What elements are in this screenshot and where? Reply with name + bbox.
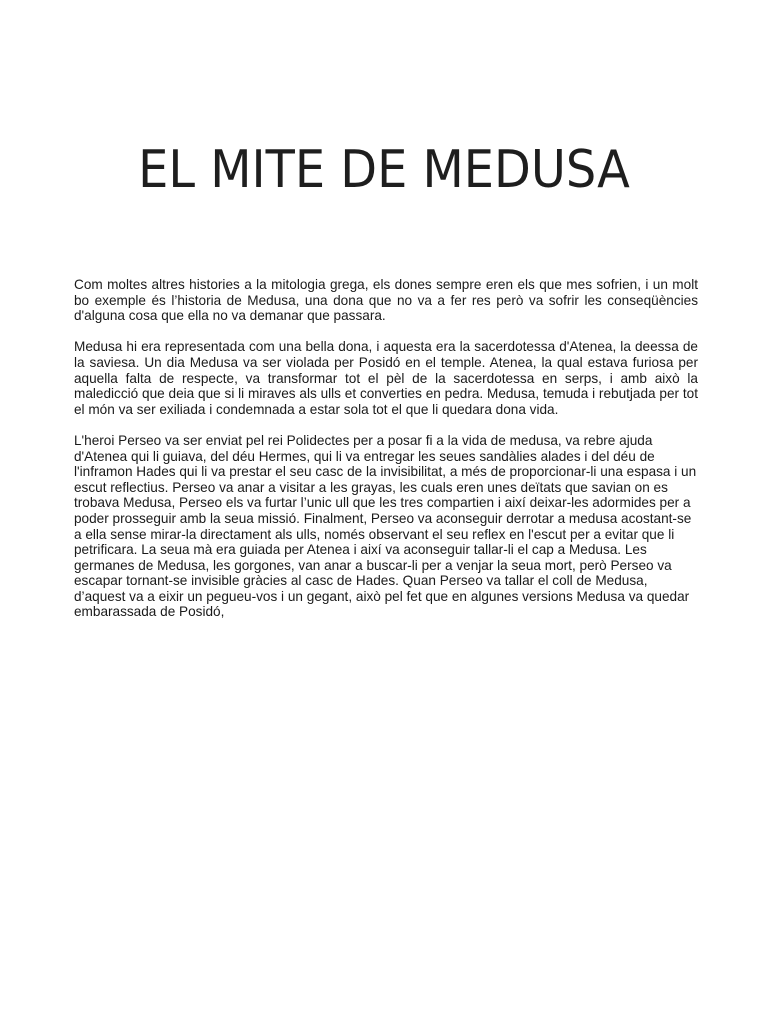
paragraph: Com moltes altres histories a la mitologia grega, els dones sempre eren els que mes sofrien, i un molt bo exemple és l’historia de Medusa, una dona que no va a fer res però va sofrir les conseqüències d'alguna cosa que ella no va demanar que passara. — [74, 277, 698, 324]
paragraph: Medusa hi era representada com una bella dona, i aquesta era la sacerdotessa d'Atenea, la deessa de la saviesa. Un dia Medusa va ser violada per Posidó en el temple. Atenea, la qual estava furiosa per aquella falta de respecte, va transformar tot el pèl de la sacerdotessa en serps, i amb això la maledicció que deia que si li miraves als ulls et converties en pedra. Medusa, temuda i rebutjada per tot el món va ser exiliada i condemnada a estar sola tot el que li quedara dona vida. — [74, 339, 698, 417]
document-body — [74, 277, 698, 636]
document-title: EL MITE DE MEDUSA — [138, 140, 630, 200]
paragraph: L'heroi Perseo va ser enviat pel rei Polidectes per a posar fi a la vida de medusa, va rebre ajuda d'Atenea qui li guiava, del déu Hermes, qui li va entregar les seues sandàlies alades i del déu de l'inframon Hades qui li va prestar el seu casc de la invisibilitat, a més de proporcionar-li una espasa i un escut reflectius. Perseo va anar a visitar a les grayas, les cuals eren unes deïtats que savian on es trobava Medusa, Perseo els va furtar l’unic ull que les tres compartien i així deixar-les adormides per a poder prosseguir amb la seua missió. Finalment, Perseo va aconseguir derrotar a medusa acostant-se a ella sense mirar-la directament als ulls, només observant el seu reflex en l'escut per a evitar que li petrificara. La seua mà era guiada per Atenea i així va aconseguir tallar-li el cap a Medusa. Les germanes de Medusa, les gorgones, van anar a buscar-li per a venjar la seua mort, però Perseo va escapar tornant-se invisible gràcies al casc de Hades. Quan Perseo va tallar el coll de Medusa, d’aquest va a eixir un pegueu-vos i un gegant, això pel fet que en algunes versions Medusa va quedar embarassada de Posidó, — [74, 432, 697, 620]
